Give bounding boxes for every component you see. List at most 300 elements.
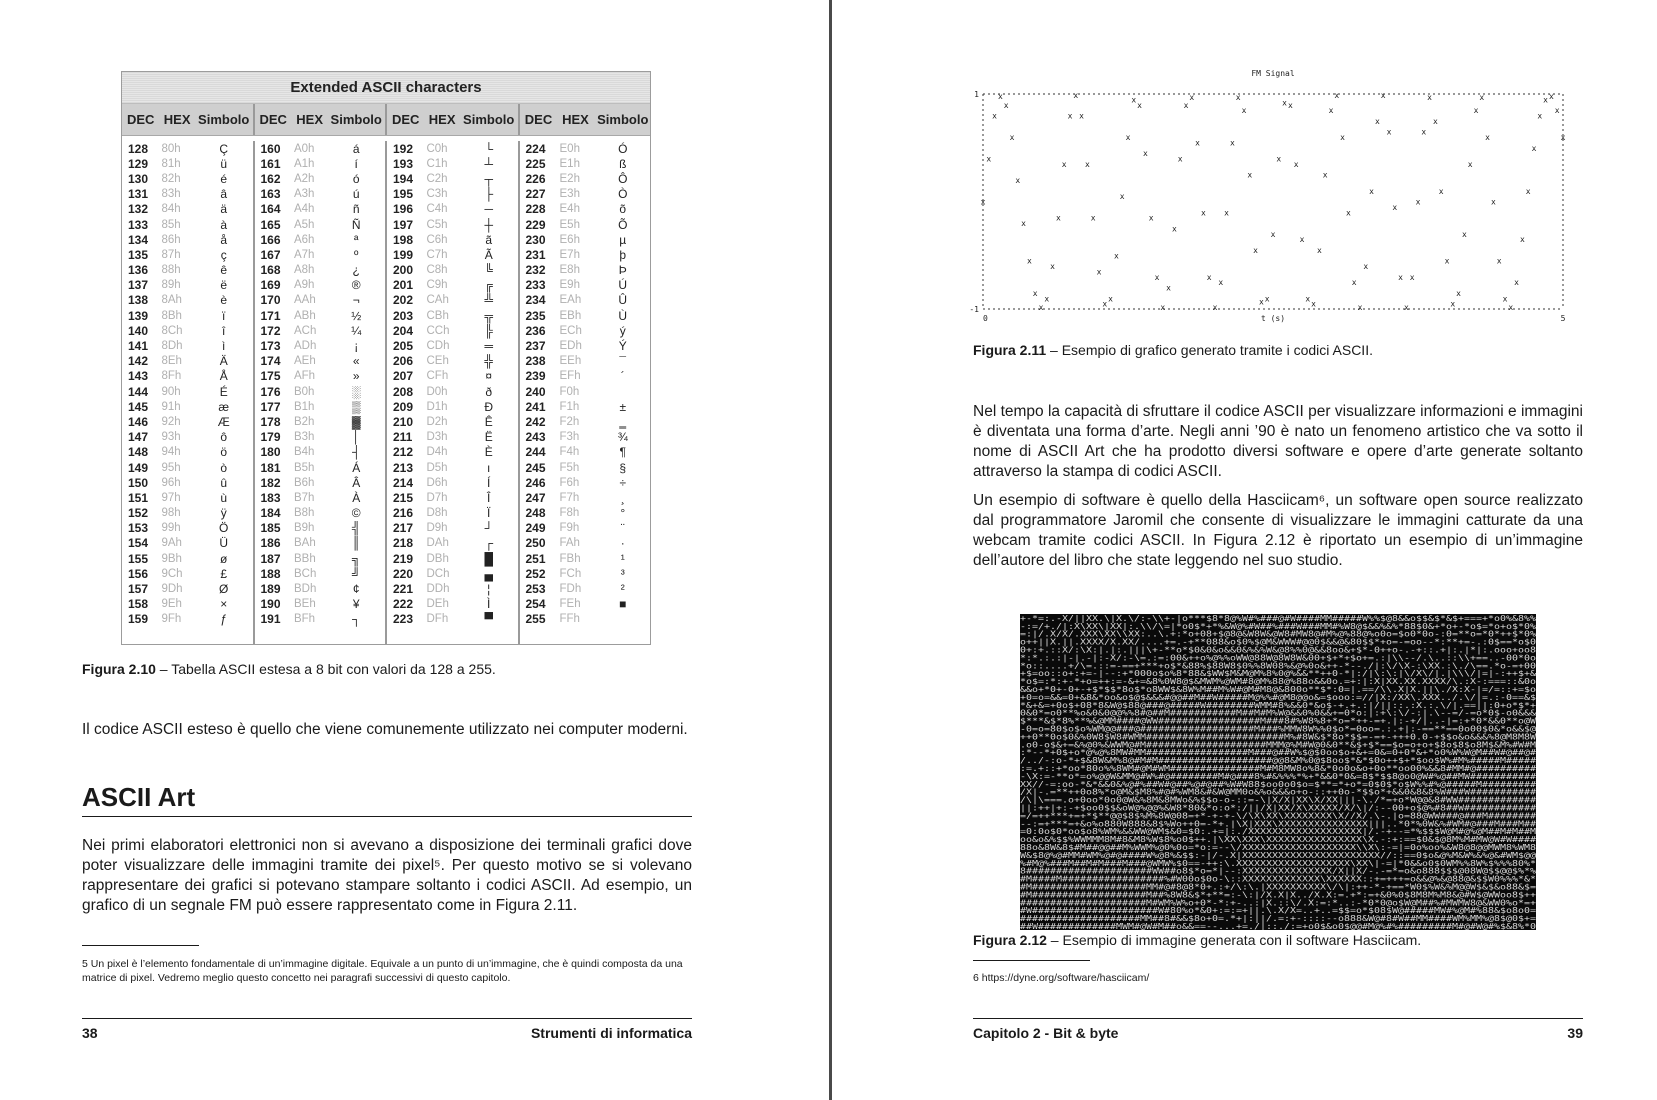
table-row (255, 612, 386, 627)
symbol-cell: Û (618, 293, 628, 308)
symbol-cell: ı (487, 460, 491, 475)
data-point: x (1258, 297, 1264, 307)
table-row (255, 354, 386, 369)
symbol-cell: Ä (219, 354, 228, 369)
symbol-cell: ┴ (484, 156, 493, 171)
symbol-cell: ▄ (484, 566, 493, 581)
dec-cell: 170 (260, 293, 281, 308)
ascii-art-row: :=.+::+*oo*80o%%8WM#@M#WM###############M#M8MW8o%8&*0o0o&o+0o**oo00%&&8#MM#@########## (1020, 763, 1536, 773)
table-row (387, 308, 518, 323)
hex-cell: C6h (426, 233, 448, 246)
dec-cell: 234 (525, 293, 546, 308)
hex-cell: 9Ch (161, 567, 183, 580)
data-point: x (1438, 186, 1444, 196)
paragraph-hasciicam: Un esempio di software è quello della Hasciicam⁶, un software open source realizzato dal programmatore Jaromil che consente di visualizzare le immagini catturate da una webcam tramite codici ASCII. In Figura 2.12 è riportato un esempio di un’immagine dell’autore del libro che state leggendo nel suo studio. (973, 492, 1583, 569)
table-row (255, 536, 386, 551)
data-point: x (1432, 116, 1438, 126)
hex-cell: 9Bh (161, 552, 182, 565)
ascii-art-row: W&$8@%@#MM#WM%@#@####W%@8%&$$:-|/-.X|XXXXXXXXXXXXXXXXXXXXXXX//::==0$o&@%M&W%&%@&#WM$@@ (1020, 849, 1536, 860)
data-point: x (1235, 93, 1241, 103)
hex-cell: F4h (559, 446, 580, 459)
symbol-cell: Á (352, 460, 361, 475)
symbol-cell: Ñ (351, 217, 361, 232)
symbol-cell: À (352, 490, 361, 505)
data-point: x (1380, 91, 1386, 101)
dec-cell: 200 (393, 263, 414, 278)
symbol-cell: ¶ (619, 445, 626, 460)
ascii-art-row: #M####M#################%#W00o$0o-\::XXXXXXXXXXXXX\XXXXXX::+=+++=o&&@%&@88@&$$W0%%%*&* (1020, 873, 1536, 884)
paragraph-ascii-art-history: Nel tempo la capacità di sfruttare il codice ASCII per visualizzare informazioni e immagini è diventata una forma d’arte. Negli anni ’90 è nato un fenomeno artistico che va sotto il nome di ASCII Art che ha prodotto diversi software e opere d’arte generate soltanto attraverso la stampa di codici ASCII. (973, 403, 1583, 480)
hex-cell: 83h (161, 188, 181, 201)
dec-cell: 248 (525, 506, 546, 521)
hex-cell: DEh (426, 598, 449, 611)
dec-cell: 195 (393, 187, 414, 202)
data-point: x (1050, 262, 1056, 271)
data-point: x (1253, 245, 1259, 255)
caption-label: Figura 2.11 (973, 342, 1047, 358)
footnote-separator (973, 960, 1090, 961)
symbol-cell: é (220, 171, 228, 186)
table-row (255, 566, 386, 581)
symbol-cell: ¢ (352, 582, 360, 597)
table-row (122, 384, 253, 399)
table-row (122, 430, 253, 445)
symbol-cell: ½ (351, 308, 362, 323)
ascii-art-row: %#M@%###M##M#M###M###@WMW%$0==-++:\.XXXXXXXXXXXXXXXXXXX\XX\|-=|*0&&o0$0WM%%8W%$%%%80%* (1020, 857, 1536, 868)
data-point: x (1131, 95, 1137, 105)
symbol-cell: Ë (484, 430, 493, 445)
table-row (387, 247, 518, 262)
symbol-cell: Ü (219, 536, 229, 551)
dec-cell: 218 (393, 536, 414, 551)
table-row (255, 551, 386, 566)
table-row (255, 187, 386, 202)
data-point: x (1073, 91, 1079, 101)
caption-label: Figura 2.10 (82, 661, 156, 677)
hex-cell: B7h (293, 491, 315, 504)
dec-cell: 252 (525, 566, 546, 581)
table-row (520, 369, 653, 384)
table-row (520, 308, 653, 323)
dec-cell: 150 (128, 475, 149, 490)
dec-cell: 131 (128, 187, 149, 202)
symbol-cell: ╬ (484, 354, 493, 369)
hex-cell: FEh (559, 598, 581, 611)
data-point: x (1525, 186, 1531, 196)
running-title: Capitolo 2 - Bit & byte (973, 1025, 1119, 1041)
dec-cell: 194 (393, 171, 414, 186)
symbol-cell: ╝ (351, 566, 361, 581)
table-row (520, 338, 653, 353)
dec-cell: 241 (525, 399, 546, 414)
footnote-5: 5 Un pixel è l’elemento fondamentale di un’immagine digitale. Equivale a un punto di un’immagine, che è quindi composta da una matrice di pixel. Vedremo meglio questo concetto nei paragrafi successivi di questo capitolo. (82, 958, 683, 984)
data-point: x (1026, 256, 1032, 266)
data-point: x (1084, 159, 1090, 169)
data-point: x (1322, 170, 1328, 180)
hex-cell: AFh (293, 370, 316, 383)
hex-cell: D1h (426, 400, 448, 413)
hex-cell: 8Bh (161, 309, 182, 322)
hex-cell: E6h (559, 233, 580, 246)
data-point: x (1409, 272, 1415, 282)
table-row (520, 612, 653, 627)
data-point: x (1444, 256, 1450, 266)
symbol-cell: ò (220, 460, 228, 475)
column-header: DEC (524, 112, 553, 127)
hex-cell: 90h (161, 385, 181, 398)
data-point: x (1334, 91, 1340, 101)
hex-cell: 8Ah (161, 294, 182, 307)
dec-cell: 193 (393, 156, 414, 171)
symbol-cell: ▀ (484, 612, 493, 627)
symbol-cell: ┘ (484, 521, 493, 536)
dec-cell: 187 (260, 551, 281, 566)
data-point: x (1392, 202, 1398, 212)
data-point: x (1287, 100, 1293, 110)
table-row (122, 536, 253, 551)
data-point: x (1032, 288, 1038, 298)
table-row (255, 597, 386, 612)
table-row (122, 232, 253, 247)
table-row (255, 141, 386, 156)
dec-cell: 230 (525, 232, 546, 247)
symbol-cell: ¦ (487, 582, 491, 597)
dec-cell: 136 (128, 263, 149, 278)
hex-cell: E2h (559, 172, 580, 185)
dec-cell: 149 (128, 460, 149, 475)
data-point: x (1427, 93, 1433, 103)
ascii-art-row: #####################M#WM%W%o+0*-*:+-..:|X.::\/.X:=:*..:-*0*0@o$W@M##%#MWMW8@&WW0%o*=+ (1020, 897, 1536, 908)
symbol-cell: Â (352, 475, 361, 490)
table-row (387, 202, 518, 217)
data-point: x (1421, 127, 1427, 137)
dec-cell: 168 (260, 263, 281, 278)
table-row (255, 430, 386, 445)
section-heading: ASCII Art (82, 782, 196, 812)
ascii-art-row: ####################MM##8#&&$8o+0=.*+|:||/.=:+-::::--o888&W@#8#W##MM####WM%MM%@8$@0$+= (1020, 913, 1536, 924)
dec-cell: 155 (128, 551, 149, 566)
data-point: x (1241, 106, 1247, 116)
symbol-cell: ╗ (351, 551, 361, 566)
y-tick-label: -1 (969, 305, 979, 314)
symbol-cell: Ý (618, 339, 627, 354)
table-row (387, 384, 518, 399)
hex-cell: 8Eh (161, 355, 182, 368)
hex-cell: B1h (293, 400, 315, 413)
symbol-cell: » (352, 369, 360, 384)
dec-cell: 225 (525, 156, 546, 171)
data-point: x (1351, 278, 1357, 288)
dec-cell: 207 (393, 369, 414, 384)
symbol-cell: ─ (484, 202, 493, 217)
table-row (387, 217, 518, 232)
y-tick-label: 1 (974, 90, 979, 99)
dec-cell: 224 (525, 141, 546, 156)
hex-cell: DCh (426, 567, 450, 580)
symbol-cell: Í (487, 475, 491, 490)
table-row (387, 278, 518, 293)
table-row (255, 399, 386, 414)
symbol-cell: ‗ (619, 414, 627, 429)
dec-cell: 222 (393, 597, 414, 612)
data-point: x (1055, 213, 1061, 223)
symbol-cell: æ (218, 399, 230, 414)
symbol-cell: ░ (351, 384, 361, 399)
table-row (255, 278, 386, 293)
hex-cell: 8Ch (161, 324, 183, 337)
symbol-cell: ó (352, 171, 360, 186)
table-column-group (255, 141, 388, 644)
table-row (255, 414, 386, 429)
ascii-art-row: #M###################MM#@#8@8*0+.:+/\:\.|XXXXXXXXXX\/\|:++-*-+==*W0$%W&%M@@W$&$&o88&$= (1020, 881, 1536, 892)
symbol-cell: Ú (618, 278, 628, 293)
hex-cell: D2h (426, 415, 448, 428)
dec-cell: 213 (393, 460, 414, 475)
table-row (255, 369, 386, 384)
hex-cell: AEh (293, 355, 316, 368)
symbol-cell: î (222, 323, 226, 338)
table-row (122, 399, 253, 414)
dec-cell: 166 (260, 232, 281, 247)
hex-cell: A0h (293, 142, 315, 155)
heading-underline (82, 816, 692, 817)
ascii-art-row: XX//-=:oo-*&*&&0&%@#%##W#@##%@#@##%W#W88$oo0o0$o=$**=*+o*=0$0$*o$W%%#%@#####M######### (1020, 778, 1536, 789)
dec-cell: 173 (260, 339, 281, 354)
hex-cell: FFh (559, 613, 580, 626)
symbol-cell: Ù (618, 308, 628, 323)
dec-cell: 206 (393, 354, 414, 369)
hex-cell: 96h (161, 476, 181, 489)
hex-cell: C4h (426, 203, 448, 216)
dec-cell: 132 (128, 202, 149, 217)
table-row (387, 338, 518, 353)
hex-cell: F3h (559, 431, 580, 444)
symbol-cell: Þ (618, 263, 627, 278)
dec-cell: 160 (260, 141, 281, 156)
hex-cell: BEh (293, 598, 316, 611)
table-row (387, 263, 518, 278)
hex-cell: E5h (559, 218, 580, 231)
table-row (520, 354, 653, 369)
table-row (122, 247, 253, 262)
dec-cell: 158 (128, 597, 149, 612)
hex-cell: E1h (559, 157, 580, 170)
symbol-cell: ÷ (619, 475, 627, 490)
table-row (255, 171, 386, 186)
symbol-cell: Ï (487, 506, 491, 521)
dec-cell: 247 (525, 490, 546, 505)
hex-cell: E3h (559, 188, 580, 201)
symbol-cell: º (354, 247, 359, 262)
dec-cell: 169 (260, 278, 281, 293)
table-row (387, 445, 518, 460)
dec-cell: 197 (393, 217, 414, 232)
symbol-cell: ê (220, 263, 228, 278)
column-header: DEC (126, 112, 155, 127)
symbol-cell: █ (484, 551, 493, 566)
symbol-cell: ╚ (484, 263, 493, 278)
hex-cell: CDh (426, 340, 450, 353)
hex-cell: C3h (426, 188, 448, 201)
symbol-cell: Ö (219, 521, 229, 536)
hex-cell: FBh (559, 552, 581, 565)
dec-cell: 199 (393, 247, 414, 262)
symbol-cell: É (219, 384, 228, 399)
column-header: Simbolo (198, 112, 250, 127)
hex-cell: DDh (426, 583, 450, 596)
left-page (0, 0, 828, 1100)
hex-cell: 91h (161, 400, 181, 413)
hex-cell: F9h (559, 522, 580, 535)
table-row (520, 171, 653, 186)
data-point: x (1171, 224, 1177, 234)
dec-cell: 242 (525, 414, 546, 429)
hex-cell: 9Eh (161, 598, 182, 611)
data-point: x (1456, 288, 1462, 298)
hex-cell: FAh (559, 537, 580, 550)
table-row (520, 293, 653, 308)
symbol-cell: ╠ (484, 323, 493, 338)
dec-cell: 134 (128, 232, 149, 247)
table-row (520, 141, 653, 156)
symbol-cell: ¨ (620, 521, 625, 536)
symbol-cell: ß (619, 156, 627, 171)
symbol-cell: ¿ (352, 263, 360, 278)
symbol-cell: è (220, 293, 228, 308)
table-row (520, 156, 653, 171)
dec-cell: 154 (128, 536, 149, 551)
table-row (520, 475, 653, 490)
header-group (520, 104, 653, 135)
table-row (387, 460, 518, 475)
hex-cell: E8h (559, 264, 580, 277)
hex-cell: F7h (559, 491, 580, 504)
table-row (387, 414, 518, 429)
ascii-art-row: $***&$*8%**%&@MM####@WW#################M###8#%W8%8+*o=*++-=+.|:-+/|..-|=:+*0*&&0**o@W (1020, 715, 1536, 726)
dec-cell: 129 (128, 156, 149, 171)
data-point: x (1485, 133, 1491, 142)
data-point: x (1067, 111, 1073, 121)
dec-cell: 228 (525, 202, 546, 217)
data-point: x (1195, 138, 1201, 148)
hex-cell: B9h (293, 522, 315, 535)
hex-cell: A2h (293, 172, 315, 185)
data-point: x (1357, 302, 1363, 312)
table-row (255, 293, 386, 308)
column-header: HEX (428, 112, 456, 127)
hex-cell: A8h (293, 264, 315, 277)
ascii-art-row: =0:0o$0*oo$o8%WM%&&WW@WM$&0=$0:.+=|:./XXXXXXXXXXXXXXXXXXX|/.-+--=*%$$$W@M#@%@M##M#M##M (1020, 826, 1536, 837)
hex-cell: B3h (293, 431, 315, 444)
x-axis-label: t (s) (1260, 314, 1286, 323)
ascii-art-row: :*--*+0$+o*@%@%8MW#MM#################M###@##W%$@$0oo$o+&+=0&=0+0*&+*o0%W%W@M##W#@##@# (1020, 747, 1536, 758)
hex-cell: F2h (559, 415, 580, 428)
symbol-cell: ¸ (620, 490, 625, 505)
dec-cell: 162 (260, 171, 281, 186)
page-number: 39 (1567, 1025, 1583, 1041)
hex-cell: 99h (161, 522, 181, 535)
data-point: x (1264, 294, 1270, 304)
table-row (520, 247, 653, 262)
hex-cell: CCh (426, 324, 450, 337)
table-row (255, 263, 386, 278)
dec-cell: 145 (128, 399, 149, 414)
data-point: x (1345, 208, 1351, 218)
table-row (122, 217, 253, 232)
table-row (520, 460, 653, 475)
hex-cell: BAh (293, 537, 316, 550)
dec-cell: 204 (393, 323, 414, 338)
data-point: x (1316, 245, 1322, 255)
table-row (387, 536, 518, 551)
hex-cell: C8h (426, 264, 448, 277)
table-row (255, 308, 386, 323)
symbol-cell: © (351, 506, 361, 521)
symbol-cell: á (352, 141, 360, 156)
ascii-art-row: *o$=:*:+-*+o=++:=-&+=&8%0W8@$&MWM%@WM#8@M%88@%88o&&0o.=+:|:X|XX.XX.XXXX/\.:X-:===::&0o (1020, 676, 1536, 687)
hasciicam-ascii-image (1020, 614, 1536, 930)
data-point: x (1473, 106, 1479, 116)
data-point: x (1119, 192, 1125, 202)
caption-text: – Tabella ASCII estesa a 8 bit con valori da 128 a 255. (155, 661, 496, 677)
table-row (122, 308, 253, 323)
hex-cell: 94h (161, 446, 181, 459)
symbol-cell: í (354, 156, 358, 171)
dec-cell: 177 (260, 399, 281, 414)
symbol-cell: å (220, 232, 228, 247)
table-row (520, 581, 653, 596)
table-row (520, 323, 653, 338)
ascii-art-row: /\|\===.o+0oo*0o0@W&%8M&8MWo&%$$o-o-::=-\|X/X|XX\X/XX|||-\./*=+o*W@@&8#WW############# (1020, 794, 1536, 805)
data-point: x (1200, 208, 1206, 218)
data-point: x (1108, 294, 1114, 304)
ascii-art-row: .o0-o$&+=&%@0%&WWM@#M####################MMM@%M#W@0&0**&$+$*==$o=o+o+$8o$8$o8M$&M%#W#M (1020, 739, 1536, 750)
symbol-cell: £ (220, 566, 228, 581)
hex-cell: F5h (559, 461, 580, 474)
hex-cell: 82h (161, 172, 181, 185)
hex-cell: BDh (293, 583, 317, 596)
hex-cell: F8h (559, 507, 580, 520)
hex-cell: E4h (559, 203, 580, 216)
ascii-art-row: -:=/+./|:X\XX\|XX|:.\\/\=|*o0$*+*%&W@%#W##%###W###MM#%W8@$&&%&%*88$0&+*o+-*o$=*o+o$*0% (1020, 620, 1536, 631)
symbol-cell: ü (220, 156, 228, 171)
data-point: x (1102, 299, 1108, 309)
table-row (520, 399, 653, 414)
table-row (387, 232, 518, 247)
data-point: x (1090, 213, 1096, 223)
hex-cell: 87h (161, 248, 181, 261)
table-row (122, 566, 253, 581)
table-row (122, 293, 253, 308)
data-point: x (1113, 251, 1119, 261)
table-row (122, 354, 253, 369)
table-row (387, 354, 518, 369)
data-point: x (986, 154, 992, 164)
column-header: DEC (259, 112, 287, 127)
symbol-cell: ï (222, 308, 226, 323)
dec-cell: 184 (260, 506, 281, 521)
hex-cell: 9Fh (161, 613, 182, 626)
dec-cell: 215 (393, 490, 414, 505)
symbol-cell: ¾ (617, 430, 628, 445)
dec-cell: 217 (393, 521, 414, 536)
dec-cell: 238 (525, 354, 546, 369)
table-row (255, 232, 386, 247)
header-group (387, 104, 520, 135)
table-row (387, 369, 518, 384)
column-header: HEX (163, 112, 191, 127)
data-point: x (1009, 133, 1015, 142)
